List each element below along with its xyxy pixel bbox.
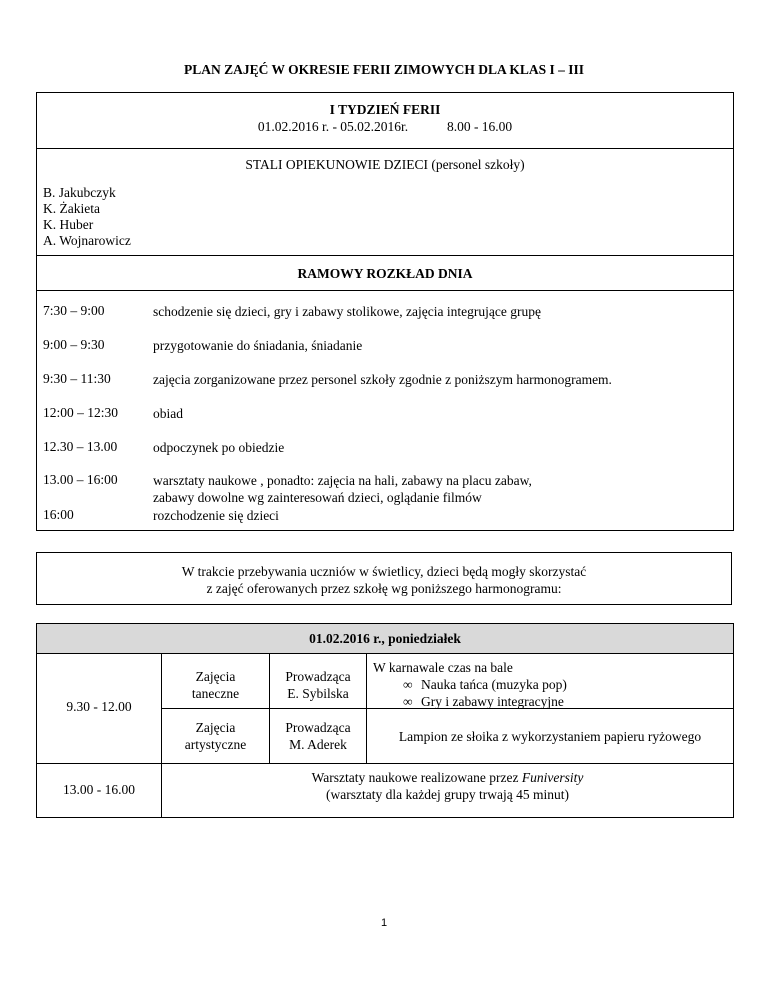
schedule-activity-line: warsztaty naukowe , ponadto: zajęcia na hali, zabawy na placu zabaw,	[153, 473, 532, 488]
activity-name	[162, 668, 269, 702]
leader-name: E. Sybilska	[287, 686, 349, 701]
week-hours: 8.00 - 16.00	[446, 119, 513, 134]
activity-leader	[270, 719, 366, 753]
leader-label: Prowadząca	[285, 669, 351, 684]
page-title: PLAN ZAJĘĆ W OKRESIE FERII ZIMOWYCH DLA KLAS I – III	[183, 62, 585, 77]
page-number: 1	[380, 917, 388, 929]
schedule-time: 7:30 – 9:00	[43, 303, 105, 318]
activity-name-line: Zajęcia	[195, 720, 236, 735]
activity-name-line: artystyczne	[184, 737, 247, 752]
infinity-bullet-icon: ∞	[403, 694, 413, 709]
list-item: ∞ Nauka tańca (muzyka pop)	[403, 677, 567, 692]
schedule-time: 16:00	[43, 507, 74, 522]
schedule-activity: obiad	[153, 406, 183, 421]
activity-name-line: Zajęcia	[195, 669, 236, 684]
schedule-time: 12:00 – 12:30	[43, 405, 119, 420]
schedule-activity	[153, 472, 532, 506]
leader-label: Prowadząca	[285, 720, 351, 735]
staff-list	[37, 177, 733, 253]
activity-description: Lampion ze słoika z wykorzystaniem papieru ryżowego	[398, 729, 702, 744]
day-table	[36, 623, 734, 818]
staff-name: K. Huber	[43, 217, 94, 232]
activity-description	[373, 659, 729, 710]
week-heading: I TYDZIEŃ FERII	[329, 102, 441, 117]
schedule-activity-line: zabawy dowolne wg zainteresowań dzieci, oglądanie filmów	[153, 490, 482, 505]
activity-list	[399, 676, 729, 710]
day-heading: 01.02.2016 r., poniedziałek	[37, 624, 733, 654]
week-dates: 01.02.2016 r. - 05.02.2016r.	[257, 119, 409, 134]
activity-name-line: taneczne	[191, 686, 240, 701]
week-header	[37, 93, 734, 149]
staff-name: B. Jakubczyk	[43, 185, 116, 200]
schedule-activity: rozchodzenie się dzieci	[153, 508, 279, 523]
schedule-activity: schodzenie się dzieci, gry i zabawy stolikowe, zajęcia integrujące grupę	[153, 304, 541, 319]
slot-time: 13.00 - 16.00	[63, 782, 135, 797]
schedule-activity: zajęcia zorganizowane przez personel szkoły zgodnie z poniższym harmonogramem.	[153, 372, 612, 387]
schedule-time: 9:30 – 11:30	[43, 371, 111, 386]
activity-leader	[270, 668, 366, 702]
staff-name: A. Wojnarowicz	[43, 233, 131, 248]
activity-name	[162, 719, 269, 753]
schedule-activity: przygotowanie do śniadania, śniadanie	[153, 338, 363, 353]
description-intro: W karnawale czas na bale	[373, 660, 513, 675]
workshop-duration: (warsztaty dla każdej grupy trwają 45 minut)	[326, 787, 569, 802]
list-item: ∞ Gry i zabawy integracyjne	[403, 694, 564, 709]
schedule-time: 12.30 – 13.00	[43, 439, 118, 454]
schedule-heading: RAMOWY ROZKŁAD DNIA	[37, 256, 734, 291]
infinity-bullet-icon: ∞	[403, 677, 413, 692]
leader-name: M. Aderek	[289, 737, 347, 752]
workshop-line: Warsztaty naukowe realizowane przez Funiversity	[311, 770, 584, 785]
schedule-activity: odpoczynek po obiedzie	[153, 440, 285, 455]
staff-name: K. Żakieta	[43, 201, 100, 216]
slot-time: 9.30 - 12.00	[66, 699, 132, 714]
staff-section	[37, 149, 734, 256]
schedule-body	[37, 291, 734, 531]
info-box	[36, 552, 732, 605]
staff-heading: STALI OPIEKUNOWIE DZIECI (personel szkoły)	[245, 157, 525, 172]
slot-description	[162, 769, 733, 803]
provider-name: Funiversity	[521, 770, 584, 785]
schedule-time: 13.00 – 16:00	[43, 472, 118, 487]
info-line: z zajęć oferowanych przez szkołę wg poniższego harmonogramu:	[206, 581, 562, 596]
info-line: W trakcie przebywania uczniów w świetlicy, dzieci będą mogły skorzystać	[181, 564, 587, 579]
main-table	[36, 92, 734, 531]
schedule-time: 9:00 – 9:30	[43, 337, 105, 352]
